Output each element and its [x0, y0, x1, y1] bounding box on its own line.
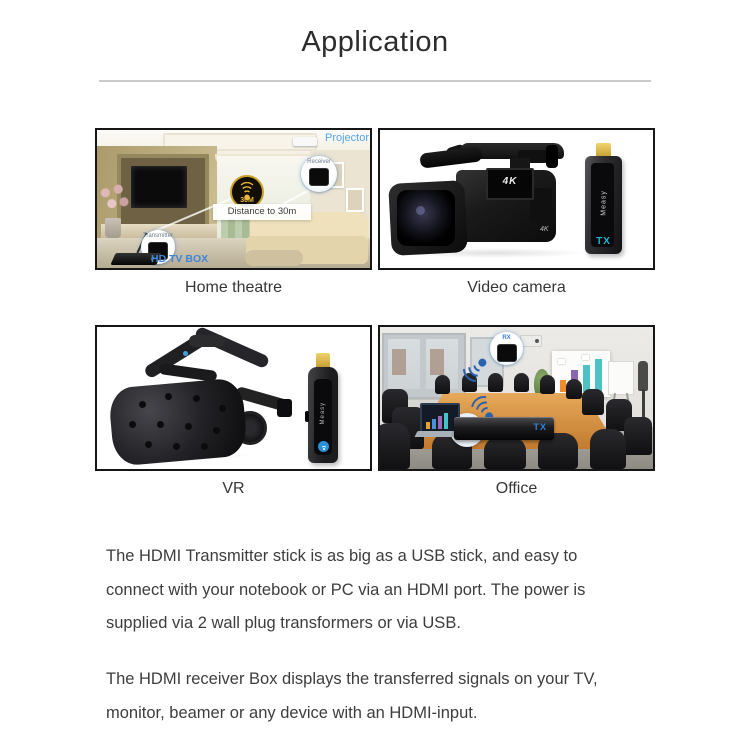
building-outside — [430, 349, 444, 375]
chart-bar — [595, 359, 602, 392]
tv-screen — [131, 166, 187, 208]
application-item-vr — [95, 325, 372, 498]
laptop-chart-bar — [438, 416, 442, 429]
paragraph-line: The HDMI receiver Box displays the transferred signals on your TV, — [106, 670, 598, 688]
office-chair — [590, 429, 626, 469]
4k-badge: 4K — [502, 176, 518, 187]
office-chair — [378, 423, 410, 469]
application-item-video-camera — [378, 128, 655, 297]
projector-lens — [535, 339, 539, 343]
projector-device — [293, 137, 317, 146]
chart-bar — [583, 365, 590, 392]
office-chair — [435, 375, 450, 394]
projector-label: Projector — [325, 132, 370, 144]
lens-glint — [416, 206, 425, 215]
vase — [105, 218, 121, 238]
ceiling-projector — [520, 335, 542, 347]
flip-chart — [608, 361, 634, 395]
4k-emblem: 4K — [540, 226, 549, 233]
laptop-chart-bar — [444, 413, 448, 429]
tv-box-label: HD TV BOX — [151, 253, 209, 265]
caption-video-camera: Video camera — [467, 279, 566, 296]
hdmi-connector — [316, 353, 330, 368]
ottoman — [245, 250, 303, 266]
laptop-chart-bar — [432, 419, 436, 429]
wifi-icon — [239, 184, 256, 198]
stick-brand: Measy — [320, 401, 326, 425]
picture-frame — [346, 188, 364, 212]
range-value: 30M — [240, 197, 254, 204]
receiver-device — [301, 156, 337, 192]
office-chair — [514, 373, 529, 392]
receiver-label: Receiver — [307, 159, 331, 165]
wifi-logo — [318, 441, 329, 452]
home-theatre-photo — [95, 128, 372, 270]
headset-top-pad — [189, 335, 225, 347]
caption-office: Office — [495, 480, 538, 497]
office-chair — [488, 373, 503, 392]
vr-photo — [95, 325, 372, 471]
transmitter-box — [454, 417, 554, 440]
application-item-office — [378, 325, 655, 498]
camera-microphone — [419, 146, 482, 168]
hdmi-transmitter-stick — [308, 367, 338, 463]
stick-brand: Measy — [600, 190, 607, 216]
camera-dot — [183, 351, 188, 356]
window-pane — [388, 339, 420, 389]
transmitter-label: Transmitter — [142, 233, 174, 239]
caption-vr: VR — [222, 480, 245, 497]
paragraph-transmitter — [106, 540, 666, 641]
caption-home-theatre: Home theatre — [185, 279, 282, 296]
camera-flip-screen — [486, 168, 534, 200]
paragraph-line: supplied via 2 wall plug transformers or via USB. — [106, 614, 461, 632]
paragraph-line: connect with your notebook or PC via an HDMI port. The power is — [106, 580, 586, 599]
paragraph-line: monitor, beamer or any device with an HDMI-input. — [106, 703, 478, 722]
paragraph-receiver — [106, 663, 666, 730]
application-item-home-theatre — [95, 128, 372, 297]
chart-callout — [582, 355, 589, 360]
office-chair — [540, 375, 555, 394]
tx-label: TX — [596, 236, 611, 247]
rx-label: RX — [502, 335, 511, 341]
office-chair — [624, 417, 652, 455]
section-title: Application — [301, 26, 449, 58]
sensor-dimples — [139, 401, 146, 408]
receiver-device — [490, 332, 523, 365]
tx-label: TX — [533, 422, 547, 432]
paragraph-line: The HDMI Transmitter stick is as big as a USB stick, and easy to — [106, 547, 578, 565]
chart-callout — [558, 359, 565, 364]
office-chair — [484, 437, 526, 469]
office-chair — [582, 389, 604, 415]
laptop-chart-bar — [426, 422, 430, 429]
coat-rack-pole — [642, 389, 645, 419]
office-chair — [566, 379, 582, 399]
coat-rack — [638, 361, 648, 391]
stick-side-button — [305, 411, 309, 422]
hdmi-transmitter-stick — [585, 156, 622, 254]
strap-buckle — [277, 399, 292, 417]
title-divider — [99, 80, 651, 82]
building-outside — [392, 349, 406, 375]
lens-opening — [397, 190, 455, 246]
vr-goggle — [108, 377, 248, 466]
headset-strap — [194, 326, 271, 370]
office-photo — [378, 325, 655, 471]
distance-label: Distance to 30m — [213, 204, 311, 220]
receiver-unit — [497, 344, 517, 362]
receiver-unit — [309, 168, 329, 186]
flowers — [99, 182, 131, 218]
video-camera-photo — [378, 128, 655, 270]
viewfinder-eyecup — [546, 145, 558, 168]
